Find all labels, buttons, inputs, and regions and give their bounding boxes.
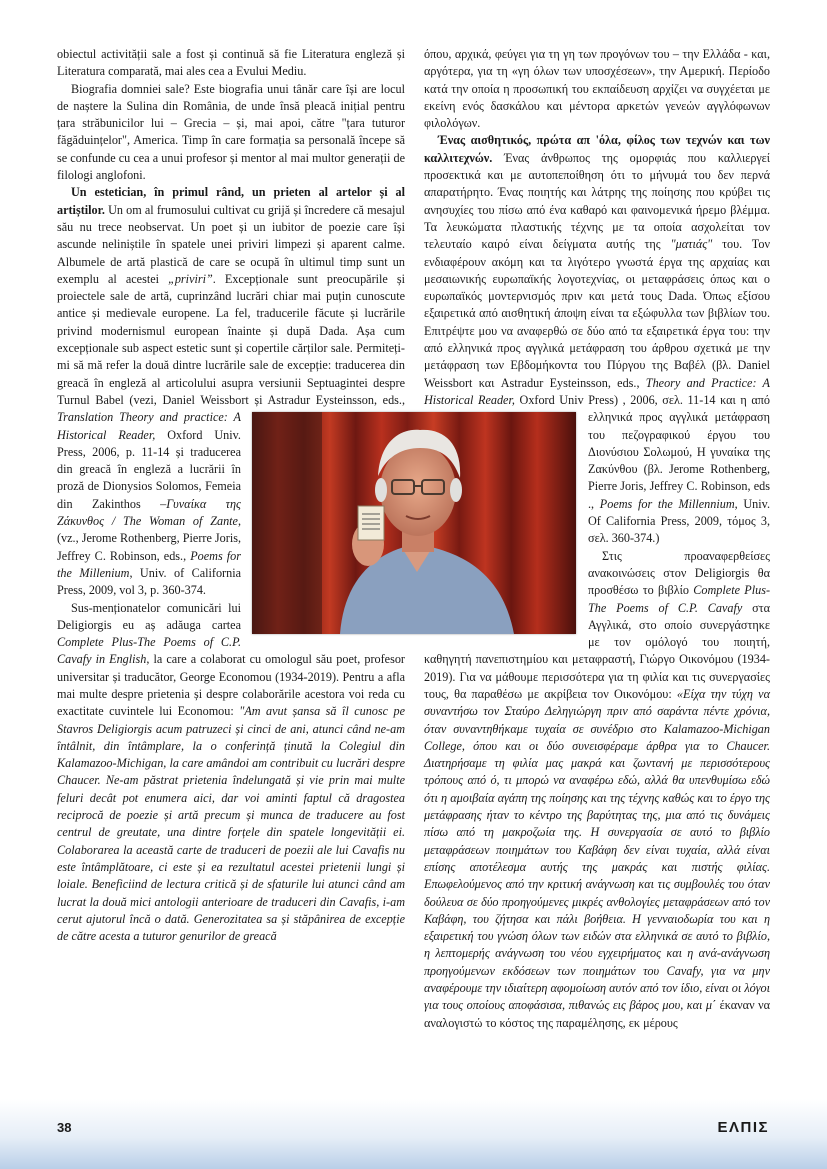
lead-heading: Un estetician, în primul rând, un prieten al artelor și al artiștilor. (57, 185, 405, 217)
paragraph: Στις προαναφερθείσες ανακοινώσεις στον Deligiorgis θα προσθέσω το βιβλίο Complete Plus-The Poems of C.P. Cavafy στα Αγγλικά, στο οποίο συνεργάστηκε με τον ομόλογό του ποιητή, καθηγητή πανεπιστημίου και μεταφραστή, Γιώργο Οικονόμου (1934-2019). Για να μάθουμε περισσότερα για τη φιλία και τις συνεργασίες τους, θα παραθέσω με ακρίβεια τον Οικονόμου: «Είχα την τύχη να συναντήσω τον Σταύρο Δεληγιώργη πριν από σαράντα πέντε χρόνια, όταν συναντηθήκαμε τυχαία σε συνέδριο στο Kalamazoo-Michigan College, όπου και οι δύο συνεισφέραμε άρθρα για το Chaucer. Διατηρήσαμε τη φιλία μας μακρά και ζωντανή με περισσότερους τρόπους από ό, τι μπορώ να αναφέρω εδώ, αλλά θα υπενθυμίσω εδώ ότι η αμοιβαία αγάπη της ποίησης και της τέχνης καθώς και το έργο της μετάφρασης ήταν το κέντρο της βαρύτητας της, μια από τις δυνάμεις πίσω από τη μακροζωία της. Η συνεργασία σε αυτό το βιβλίο μεταφράσεων ποιημάτων του Καβάφη δεν είναι τυχαία, αλλά είναι επίσης αποτέλεσμα αυτής της μακράς και πιστής φιλίας. Επωφελούμενος από την κριτική ανάγνωση και τις συμβουλές του όταν δούλευα σε δύο προηγούμενες μικρές ανθολογίες μεταφράσεων από τον Καβάφη, του ζήτησα και πάλι βοήθεια. Η γενναιοδωρία του και η εξαιρετική του γνώση όλων των ειδών στα ελληνικά σε αυτό το βιβλίο, η λεπτομερής ανάγνωση του νέου εγχειρήματος και η ανά-ανάγνωση προηγούμενων εκδόσεων των ποιημάτων του Cavafy, για να μην αναφέρουμε την ιδιαίτερη αφομοίωση αυτόν από τον ίδιο, είναι οι λόγοι για τους οποίους αποφάσισα, πιθανώς εις βάρος μου, και μ΄ έκαναν να αναλογιστώ το κόστος της παραμέλησης, εκ μέρους (424, 548, 771, 1030)
footer-band (0, 1099, 827, 1169)
paragraph: Sus-menționatelor comunicări lui Deligiorgis eu aș adăuga cartea Complete Plus-The Poems of C.P. Cavafy in English, la care a colaborat cu omologul său poet, profesor universitar și traducător, George Economou (1934-2019). Pentru a afla mai multe despre prietenia și despre colaborările acestora voi reda cu exactitate cuvintele lui Economou: "Am avut șansa să îl cunosc pe Stavros Deligiorgis acum patruzeci și cinci de ani, atunci când ne-am întâlnit, din întâmplare, la o conferință ținută la Colegiul din Kalamazoo-Michigan, la care amândoi am contribuit cu lucrări despre Chaucer. Ne-am păstrat prietenia îndelungată și vie prin mai multe feluri decât pot enumera aici, dar voi aminti faptul că dragostea reciprocă de poezie și artă precum și munca de traducere au fost centrul de greutate, una dintre forțele din spatele longevității ei. Colaborarea la această carte de traduceri de poezii ale lui Cavafis nu este întâmplătoare, ci este și ea rezultatul acestei prietenii lungi și loiale. Beneficiind de lectura critică și de sfaturile lui atunci când am lucrat la două mici antologii anterioare de traduceri din Cavafis, i-am cerut ajutorul încă o dată. Generozitatea sa și stăpânirea de excepție de către acesta a tuturor genurilor de greacă (57, 600, 405, 944)
portrait-illustration (252, 412, 576, 634)
magazine-name: ΕΛΠΙΣ (717, 1119, 769, 1136)
lead-heading: Ένας αισθητικός, πρώτα απ 'όλα, φίλος των τεχνών και των καλλιτεχνών. (424, 133, 770, 165)
portrait-photo (252, 412, 576, 634)
paragraph: Biografia domniei sale? Este biografia unui tânăr care își are locul de naștere la Sulina din România, de unde însă pleacă inițial pentru țara străbunicilor lui – Grecia – și, mai apoi, către "țara tuturor făgăduințelor", America. Timp în care formația sa personală începe să se confunde cu cea a unui profesor și mentor al mai multor generații de filologi anglofoni. (57, 81, 405, 183)
paragraph: Un estetician, în primul rând, un prieten al artelor și al artiștilor. Un om al frumosului cultivat cu grijă și încredere că mesajul său nu trece neobservat. Un poet și un iubitor de poezie care își ascunde neliniștile în spatele unei priviri limpezi și aparent calme. Albumele de artă plastică de care se ocupă în ultimul timp sunt un exemplu al acestei „priviri”. Excepționale sunt preocupările și proiectele sale de artă, cuprinzând lucrări chiar mai puțin cunoscute antice și medievale europene. La fel, traducerile făcute și lucrările privind modernismul european înainte și după Dada. Așa cum excepționale sub aspect estetic sunt și copertile cărților sale. Permiteți-mi să mă refer la două dintre lucrările sale de excepție: traducerea din greacă în engleză al articolului asupra versiunii Septuagintei despre Turnul Babel (vezi, Daniel Weissbort și Astradur Eysteinsson, eds., Translation Theory and practice: A Historical Reader, Oxford Univ. Press, 2006, p. 11-14 și traducerea din greacă în engleză a lucrării în proză de Dionysios Solomos, Femeia din Zakinthos –Γυναίκα της Ζάκυνθος / The Woman of Zante, (vz., Jerome Rothenberg, Pierre Joris, Jeffrey C. Robinson, eds., Poems for the Millenium, Univ. of California Press, 2009, vol 3, p. 360-374. (57, 184, 405, 599)
page-number: 38 (57, 1120, 72, 1135)
paragraph: Ένας αισθητικός, πρώτα απ 'όλα, φίλος των τεχνών και των καλλιτεχνών. Ένας άνθρωπος της ομορφιάς που καλλιεργεί προσεκτικά και με αυτοπεποίθηση ότι το μήνυμά του δεν περνά απαρατήρητο. Ένας ποιητής και λάτρης της ποίησης που κρύβει τις ανησυχίες του πίσω από ένα καθαρό και φαινομενικά ήρεμο βλέμμα. Τα λευκώματα πλαστικής τέχνης με τα οποία ασχολείται τον τελευταίο καιρό είναι δείγματα αυτής της "ματιάς" του. Τον ενδιαφέρουν ακόμη και τα λιγότερο γνωστά έργα της αρχαίας και μεσαιωνικής ευρωπαϊκής λογοτεχνίας, οι μεταφράσεις όπως και ο ευρωπαϊκός μοντερνισμός πριν και μετά τους Dada. Όπως εξίσου εξαιρετικά από αισθητική άποψη είναι τα εξώφυλλα των βιβλίων του. Επιτρέψτε μου να αναφερθώ σε δύο από τα εξαιρετικά έργα του: την από ελληνικά προς αγγλικά μετάφραση του άρθρου σχετικά με την μετάφραση των Εβδομήκοντα του Πύργου της Βαβέλ (βλ. Daniel Weissbort και Astradur Eysteinsson, eds., Theory and Practice: A Historical Reader, Oxford Univ Press) , 2006, σελ. 11-14 και η από ελληνικά προς αγγλικά μετάφραση του πεζογραφικού έργου του Διονύσιου Σολωμού, Η γυναίκα της Ζακύνθου (βλ. Jerome Rothenberg, Pierre Joris, Jeffrey C. Robinson, eds ., Poems for the Millennium, Univ. Of California Press, 2009, τόμος 3, σελ. 360-374.) (424, 132, 770, 547)
paragraph: obiectul activității sale a fost și continuă să fie Literatura engleză și Literatura comparată, mai ales cea a Evului Mediu. (57, 47, 405, 79)
paragraph: όπου, αρχικά, φεύγει για τη γη των προγόνων του – την Ελλάδα - και, αργότερα, για τη «γη όλων των υποσχέσεων», την Αμερική. Περίοδο κατά την οποία η προσωπική του εκπαίδευση αρχίζει να συγχέεται με εκείνη ενός δασκάλου και μέντορα αρκετών γενεών αγγλόφωνων φιλολόγων. (424, 47, 770, 131)
